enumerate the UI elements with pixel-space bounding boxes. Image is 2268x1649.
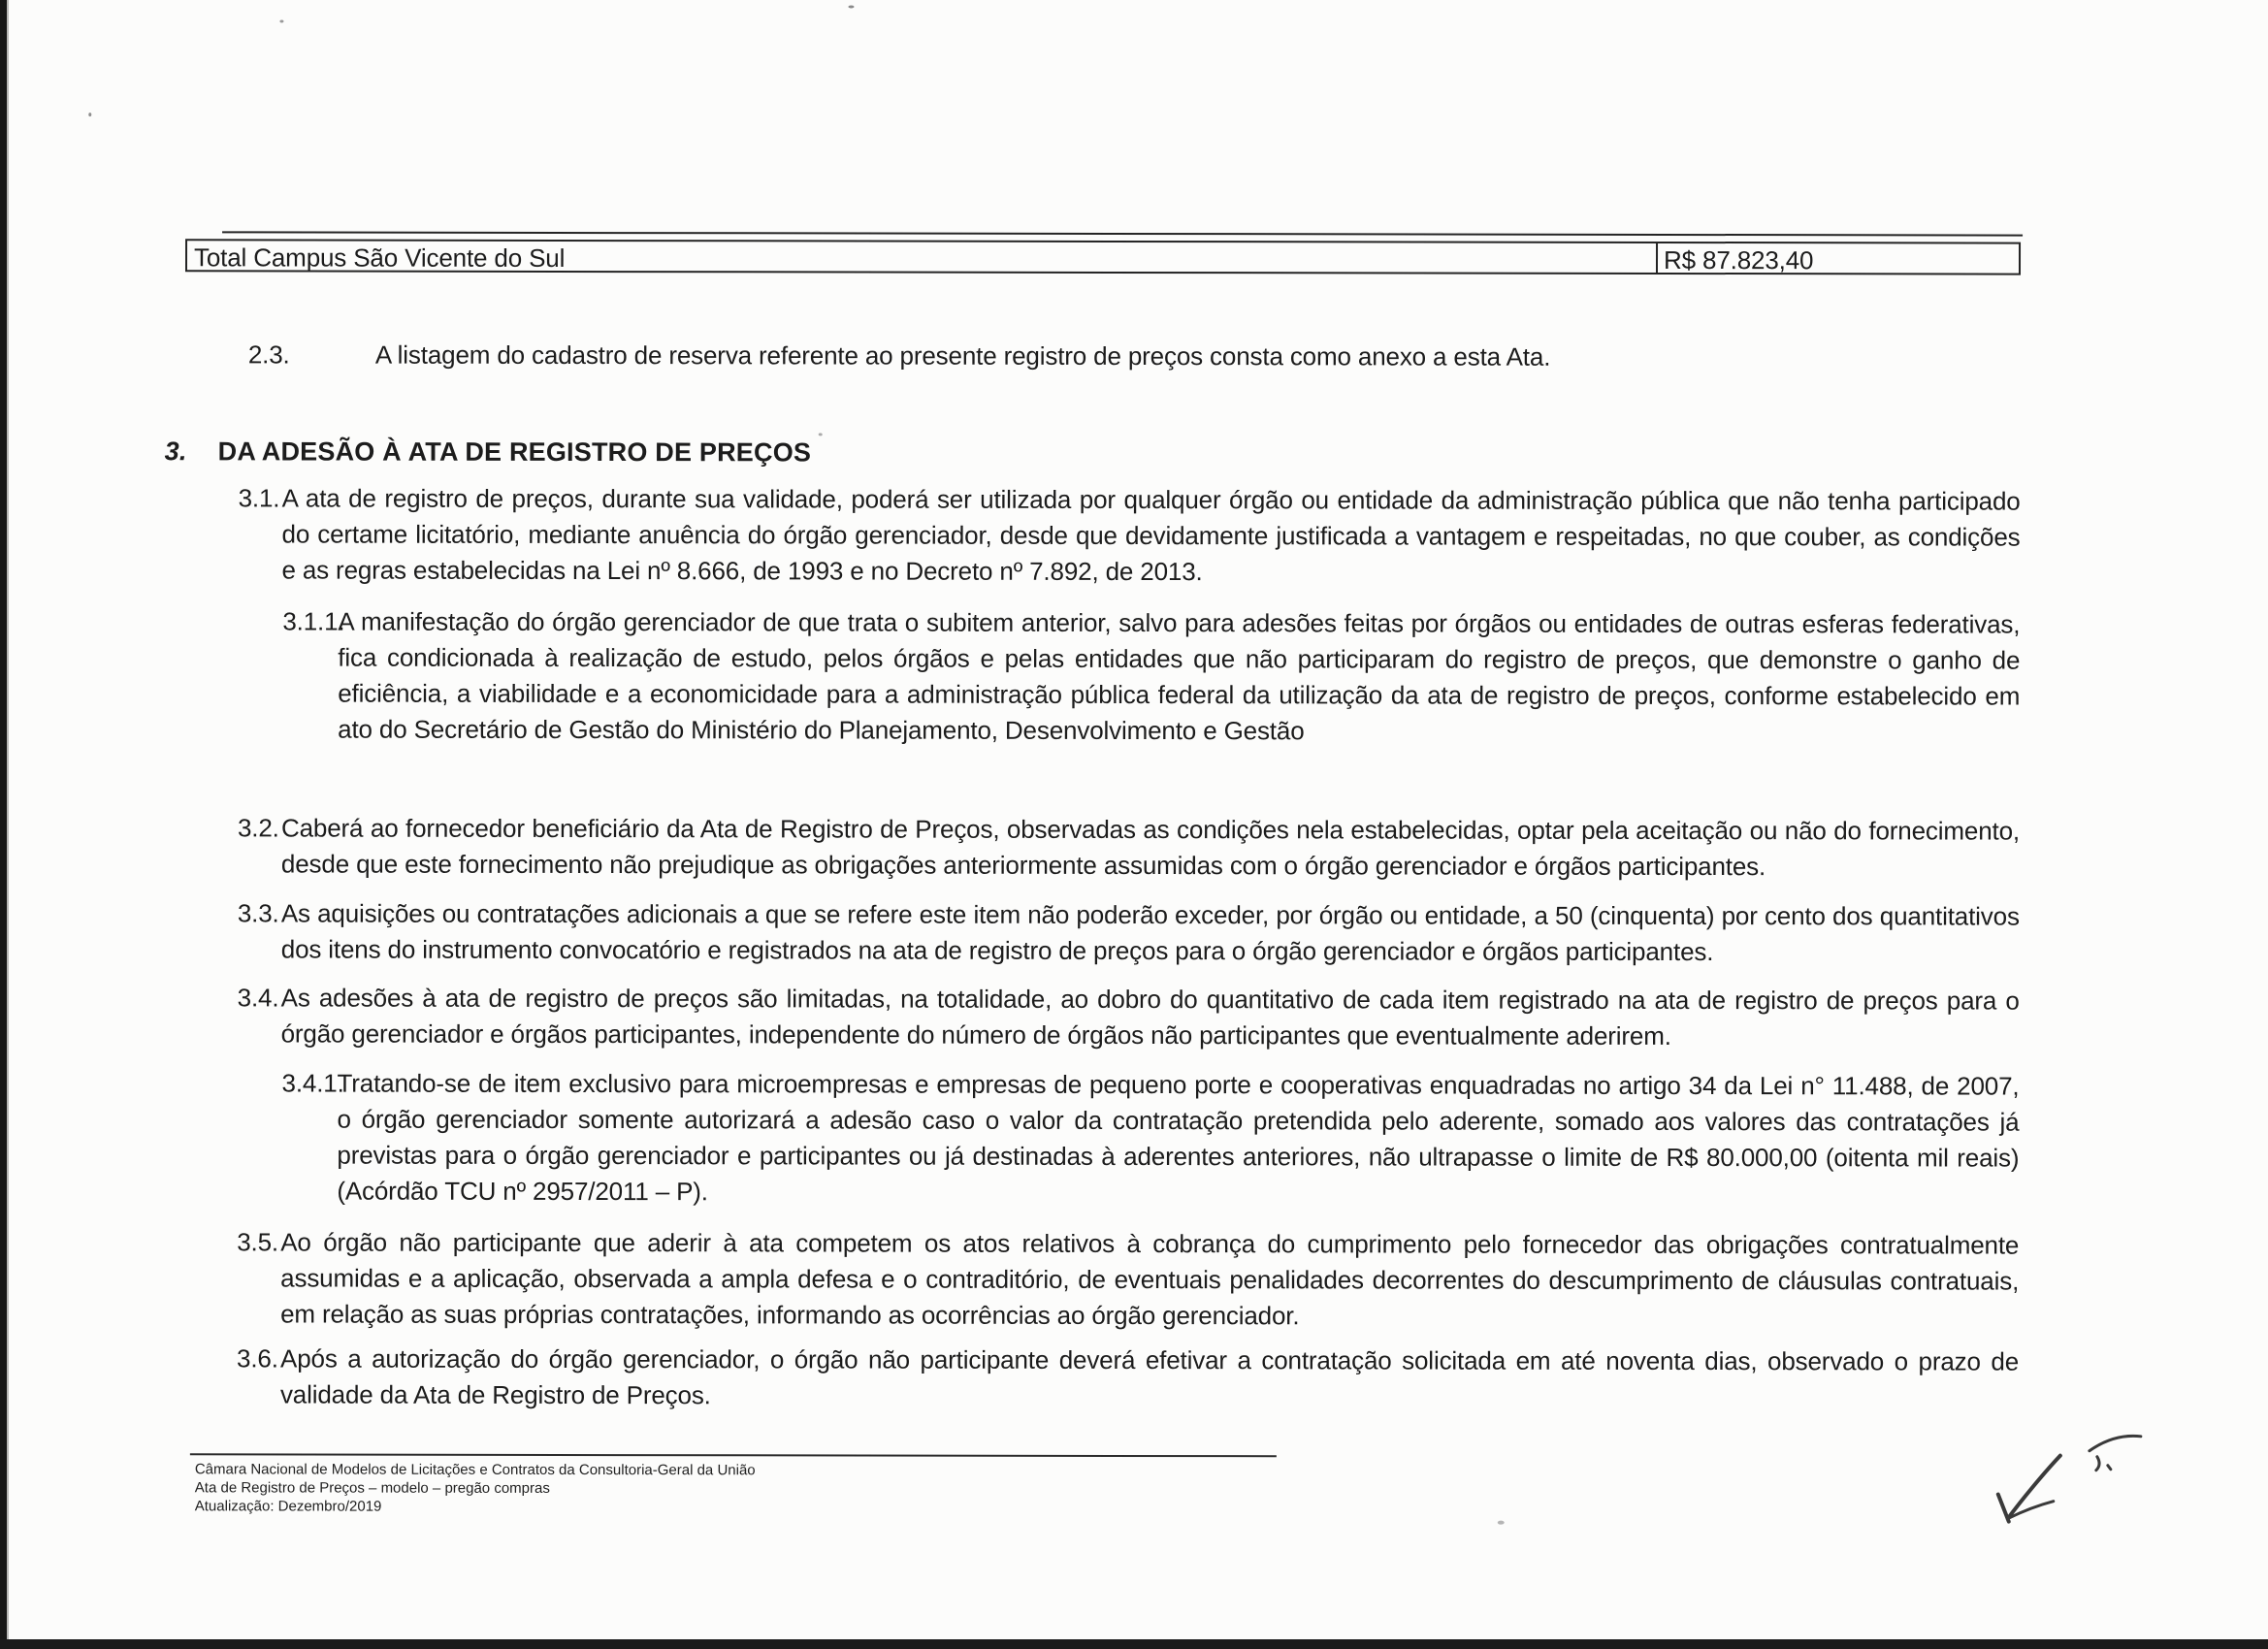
footer-rule: [190, 1453, 1277, 1457]
clause-number: 3.4.: [237, 983, 279, 1013]
clause-text: A listagem do cadastro de reserva referente ao presente registro de preços consta como anexo a esta Ata.: [374, 340, 1551, 372]
pen-stroke: [2108, 1466, 2111, 1470]
clause-number: 3.5.: [237, 1227, 279, 1257]
clause-number: 3.2.: [237, 813, 279, 843]
totals-row-label: Total Campus São Vicente do Sul: [193, 242, 566, 273]
clause-3-4: [237, 980, 2020, 1054]
footer-line-1: Câmara Nacional de Modelos de Licitações e Contratos da Consultoria-Geral da União: [194, 1461, 756, 1479]
clause-number: 2.3.: [247, 340, 290, 370]
table-top-border: [222, 231, 2023, 236]
clause-number: 3.3.: [237, 898, 279, 928]
section-title: DA ADESÃO À ATA DE REGISTRO DE PREÇOS: [217, 436, 812, 468]
clause-text: Ao órgão não participante que aderir à ata competem os atos relativos à cobrança do cumprimento pelo fornecedor das obrigações contratualmente assumidas e a aplicação, observada a ampla defesa e o contraditório, de eventuais penalidades decorrentes do descumprimento de cláusulas contratuais, em relação as suas próprias contratações, informando as ocorrências ao órgão gerenciador.: [280, 1227, 2020, 1331]
clause-text: A ata de registro de preços, durante sua validade, poderá ser utilizada por qualquer órgão ou entidade da administração pública que não tenha participado do certame licitatório, mediante anuência do órgão gerenciador, desde que devidamente justificada a vantagem e respeitadas, no que couber, as condições e as regras estabelecidas na Lei nº 8.666, de 1993 e no Decreto nº 7.892, de 2013.: [281, 483, 2021, 587]
footer-line-3: Atualização: Dezembro/2019: [194, 1498, 382, 1515]
clause-2-3: [247, 338, 2034, 376]
clause-3-1: [238, 480, 2021, 591]
scan-speck: [819, 433, 823, 436]
clause-text: Tratando-se de item exclusivo para microempresas e empresas de pequeno porte e cooperativas enquadradas no artigo 34 da Lei n° 11.488, de 2007, o órgão gerenciador somente autorizará a adesão caso o valor da contratação pretendida pelo aderente, somado aos valores das contratações já previstas para o órgão gerenciador e participantes ou já destinadas à aderentes anteriores, não ultrapasse o limite de R$ 80.000,00 (oitenta mil reais) (Acórdão TCU nº 2957/2011 – P).: [337, 1068, 2020, 1207]
clause-3-1-1: [282, 604, 2021, 751]
scan-speck: [848, 5, 854, 8]
footer-line-2: Ata de Registro de Preços – modelo – pregão compras: [194, 1479, 550, 1497]
pen-stroke: [2008, 1456, 2060, 1519]
clause-3-5: [237, 1224, 2020, 1335]
clause-text: A manifestação do órgão gerenciador de que trata o subitem anterior, salvo para adesões feitas por órgãos ou entidades de outras esferas federativas, fica condicionada à realização de estudo, pelos órgãos e pelas entidades que não participaram do registro de preços, que demonstre o ganho de eficiência, a viabilidade e a economicidade para a administração pública federal da utilização da ata de registro de preços, conforme estabelecido em ato do Secretário de Gestão do Ministério do Planejamento, Desenvolvimento e Gestão: [338, 606, 2021, 746]
clause-3-4-1: [281, 1066, 2020, 1212]
scan-speck: [88, 113, 91, 116]
clause-text: Após a autorização do órgão gerenciador, o órgão não participante deverá efetivar a contratação solicitada em até noventa dias, observado o prazo de validade da Ata de Registro de Preços.: [279, 1343, 2020, 1410]
clause-number: 3.1.: [238, 483, 280, 513]
clause-text: As aquisições ou contratações adicionais a que se refere este item não poderão exceder, por órgão ou entidade, a 50 (cinquenta) por cento dos quantitativos dos itens do instrumento convocatório e registrados na ata de registro de preços para o órgão gerenciador e órgãos participantes.: [280, 898, 2020, 967]
totals-table: [185, 239, 2021, 275]
scan-speck: [279, 19, 283, 22]
clause-text: As adesões à ata de registro de preços são limitadas, na totalidade, ao dobro do quantitativo de cada item registrado na ata de registro de preços para o órgão gerenciador e órgãos participantes, independente do número de órgãos não participantes que eventualmente aderirem.: [280, 983, 2020, 1051]
clause-number: 3.1.1.: [282, 606, 345, 636]
clause-3-6: [237, 1341, 2020, 1415]
clause-3-2: [237, 810, 2021, 885]
scan-bottom-edge: [0, 1639, 2268, 1649]
totals-row-value: R$ 87.823,40: [1656, 243, 2019, 274]
clause-3-3: [237, 895, 2020, 970]
pen-stroke: [2096, 1457, 2099, 1471]
section-number: 3.: [164, 436, 187, 467]
pen-stroke: [2090, 1436, 2141, 1451]
section-3-heading: [164, 434, 812, 470]
handwritten-checkmark-annotation: [1978, 1418, 2172, 1554]
scan-left-edge: [0, 0, 7, 1641]
clause-text: Caberá ao fornecedor beneficiário da Ata de Registro de Preços, observadas as condições nela estabelecidas, optar pela aceitação ou não do fornecimento, desde que este fornecimento não prejudique as obrigações anteriormente assumidas com o órgão gerenciador e órgãos participantes.: [280, 813, 2021, 882]
scan-speck: [1498, 1521, 1505, 1525]
clause-number: 3.4.1.: [281, 1068, 344, 1098]
clause-number: 3.6.: [237, 1343, 278, 1374]
